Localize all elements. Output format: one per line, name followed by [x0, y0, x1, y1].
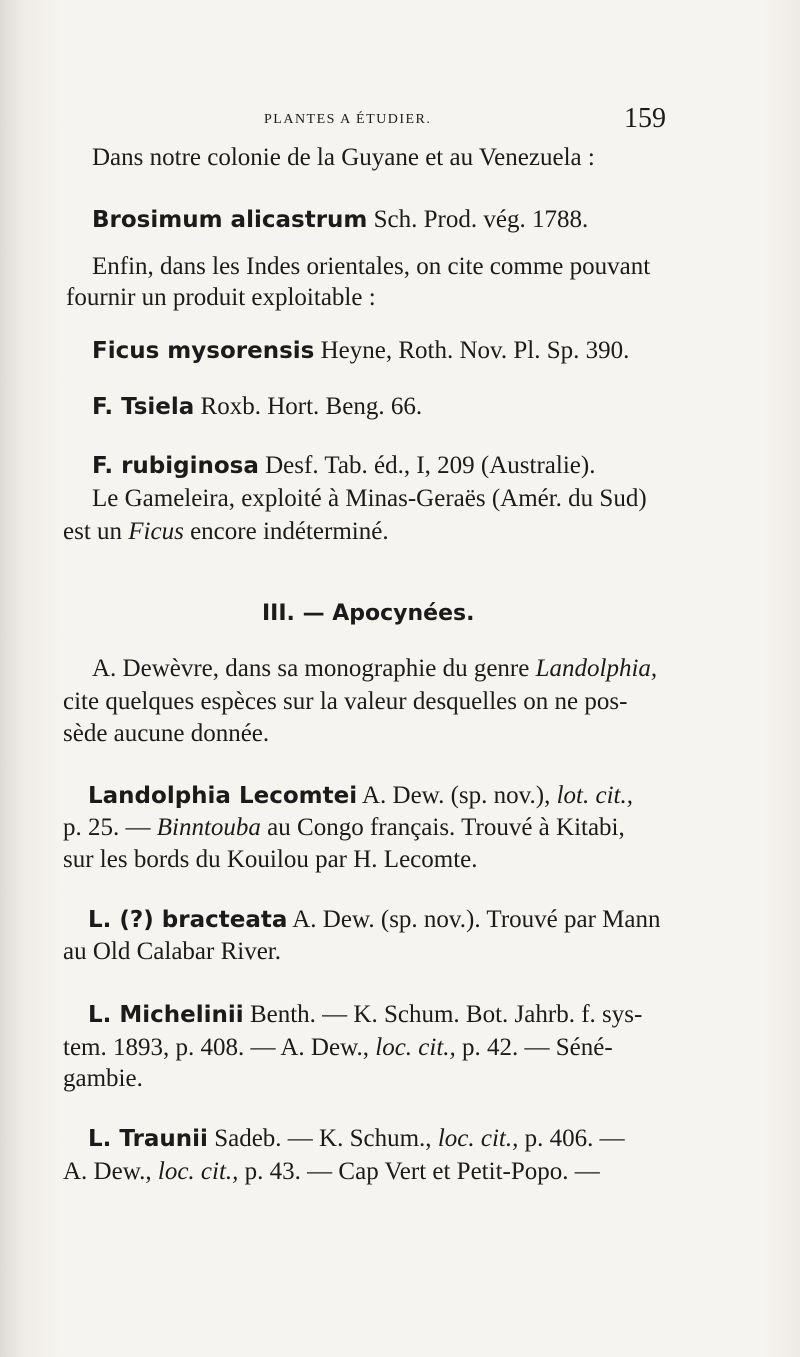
- species-entry: [92, 451, 595, 481]
- text-line: [63, 813, 625, 843]
- page-number: 159: [624, 103, 666, 134]
- line-text: encore indéterminé.: [183, 518, 389, 545]
- species-name: L. (?) bracteata: [88, 907, 288, 933]
- line-text: A. Dewèvre, dans sa monographie du genre: [92, 655, 536, 682]
- line-text: p. 42. — Séné-: [455, 1034, 613, 1061]
- citation-italic: loc. cit.,: [375, 1034, 456, 1061]
- line-text: Le Gameleira, exploité à Minas-Geraës (Amér. du Sud): [92, 485, 647, 512]
- species-entry: [88, 781, 633, 811]
- section-title: III. — Apocynées.: [262, 601, 475, 626]
- text-line: [92, 143, 595, 173]
- species-entry: [92, 392, 422, 422]
- citation-italic: loc. cit.,: [437, 1125, 519, 1152]
- line-text: gambie.: [63, 1065, 143, 1092]
- line-text: tem. 1893, p. 408. — A. Dew.,: [63, 1034, 376, 1061]
- genus-italic: Ficus: [128, 518, 184, 545]
- species-name: Landolphia Lecomtei: [88, 783, 358, 809]
- text-line: [63, 937, 281, 967]
- citation-italic: lot. cit.,: [556, 782, 633, 809]
- text-line: [63, 1157, 600, 1187]
- citation: p. 406. —: [518, 1125, 625, 1152]
- citation: A. Dew. (sp. nov.),: [357, 782, 557, 809]
- line-text: Dans notre colonie de la Guyane et au Venezuela :: [92, 144, 595, 171]
- text-line: [66, 283, 376, 313]
- text-line: [92, 654, 657, 684]
- citation: A. Dew. (sp. nov.). Trouvé par Mann: [287, 906, 661, 933]
- citation: Sadeb. — K. Schum.,: [207, 1125, 438, 1152]
- text-line: [63, 1064, 143, 1094]
- line-text: p. 43. — Cap Vert et Petit-Popo. —: [238, 1158, 600, 1185]
- species-name: L. Traunii: [88, 1126, 208, 1152]
- citation: Sch. Prod. vég. 1788.: [367, 206, 589, 233]
- line-text: Enfin, dans les Indes orientales, on cite comme pouvant: [92, 253, 651, 280]
- species-name: Brosimum alicastrum: [92, 207, 368, 233]
- line-text: sur les bords du Kouilou par H. Lecomte.: [63, 846, 478, 873]
- text-line: [63, 687, 627, 717]
- citation-italic: loc. cit.,: [157, 1158, 239, 1185]
- line-text: au Old Calabar River.: [63, 938, 281, 965]
- text-line: [92, 484, 647, 514]
- genus-italic: Landolphia,: [535, 655, 658, 682]
- line-text: A. Dew.,: [63, 1158, 158, 1185]
- line-text: cite quelques espèces sur la valeur desquelles on ne pos-: [63, 688, 628, 715]
- species-entry: [88, 1000, 642, 1030]
- line-text: est un: [63, 518, 129, 545]
- species-name: Ficus mysorensis: [92, 338, 315, 364]
- running-title: PLANTES A ÉTUDIER.: [264, 112, 432, 127]
- text-line: [63, 719, 269, 749]
- text-line: [63, 1033, 613, 1063]
- text-line: [63, 517, 389, 547]
- citation: Roxb. Hort. Beng. 66.: [194, 393, 423, 420]
- citation: Desf. Tab. éd., I, 209 (Australie).: [258, 452, 596, 479]
- species-name: F. Tsiela: [92, 394, 195, 420]
- line-text: fournir un produit exploitable :: [66, 284, 376, 311]
- species-entry: [92, 336, 629, 366]
- text-line: [92, 252, 650, 282]
- species-name: L. Michelinii: [88, 1002, 244, 1028]
- species-name: F. rubiginosa: [92, 453, 259, 479]
- line-text: au Congo français. Trouvé à Kitabi,: [260, 814, 625, 841]
- citation: Benth. — K. Schum. Bot. Jahrb. f. sys-: [243, 1001, 643, 1028]
- species-entry: [88, 905, 661, 935]
- vernacular-name: Binntouba: [156, 814, 261, 841]
- species-entry: [88, 1124, 625, 1154]
- line-text: sède aucune donnée.: [63, 720, 270, 747]
- species-entry: [92, 205, 588, 235]
- text-line: [63, 845, 478, 875]
- line-text: p. 25. —: [63, 814, 157, 841]
- citation: Heyne, Roth. Nov. Pl. Sp. 390.: [314, 337, 630, 364]
- section-heading: [262, 598, 474, 629]
